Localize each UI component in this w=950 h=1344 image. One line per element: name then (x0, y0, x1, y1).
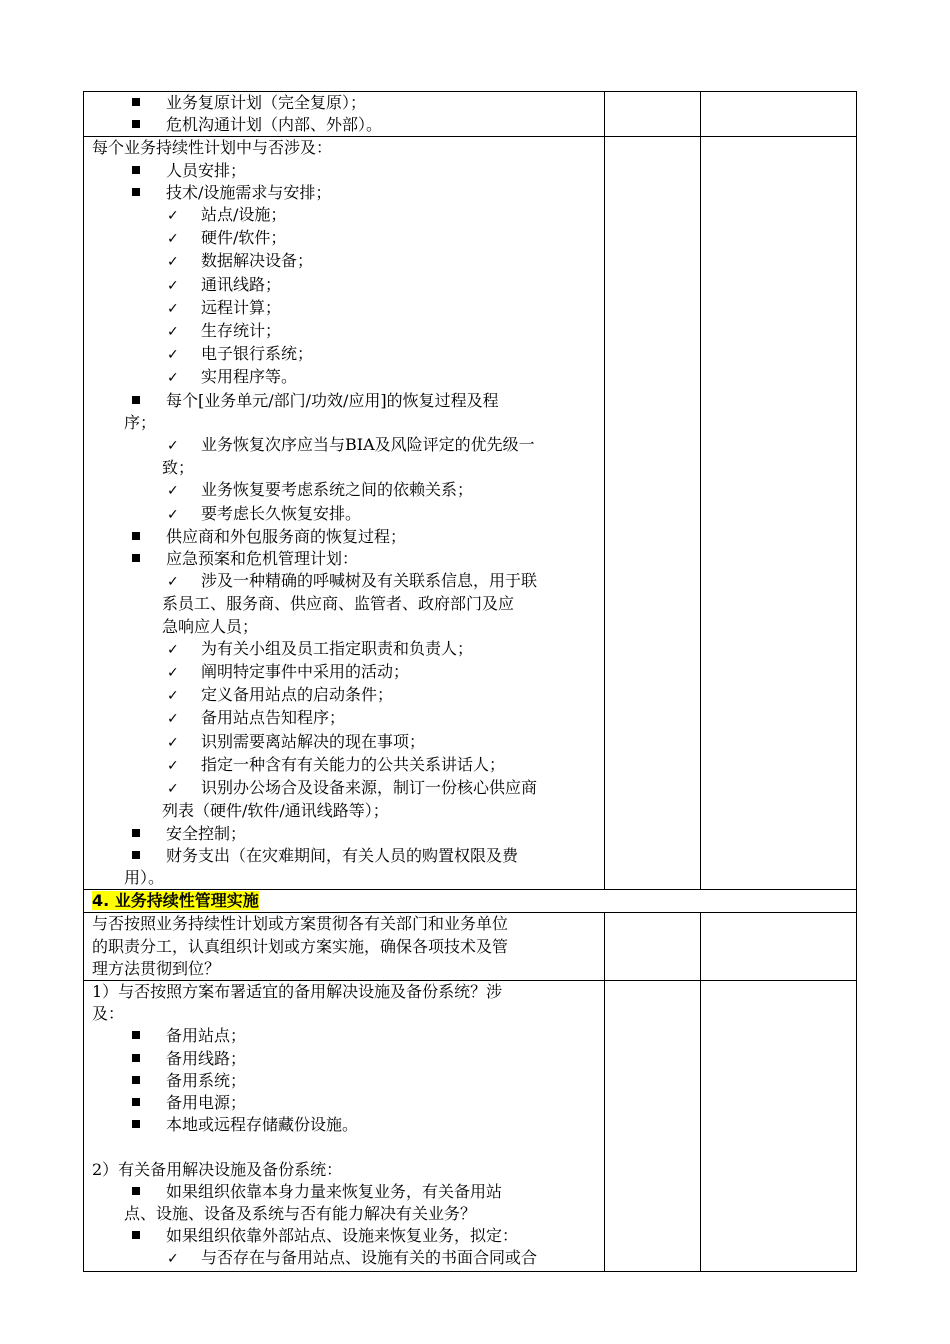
square-bullet-icon (132, 851, 140, 859)
bullet-item-text: 如果组织依靠外部站点、设施来恢复业务，拟定： (166, 1226, 519, 1246)
check-item (92, 343, 604, 366)
bullet-item (92, 1114, 604, 1136)
square-bullet-icon (132, 98, 140, 106)
check-item-text: 涉及一种精确的呼喊树及有关联系信息，用于联 (201, 571, 538, 591)
check-item (92, 204, 604, 227)
check-item (92, 1247, 604, 1270)
bullet-item (92, 114, 604, 136)
checklist-table (83, 91, 857, 1272)
bullet-item-continuation (92, 867, 604, 889)
bullet-item-text: 备用电源； (166, 1092, 247, 1112)
remarks-cell[interactable] (701, 913, 857, 981)
square-bullet-icon (132, 1031, 140, 1039)
check-item-text: 识别需要离站解决的现在事项； (201, 731, 426, 751)
result-cell[interactable] (605, 137, 701, 890)
check-item-text: 要考虑长久恢复安排。 (201, 503, 362, 523)
check-item (92, 479, 604, 502)
paragraph-line (92, 137, 604, 159)
check-item (92, 638, 604, 661)
continuation-text: 急响应人员； (162, 616, 259, 636)
checkmark-icon: ✓ (167, 300, 179, 317)
item-cell (84, 92, 605, 137)
bullet-item (92, 160, 604, 182)
table-row (84, 92, 857, 137)
bullet-item (92, 845, 604, 867)
continuation-text: 序； (124, 412, 157, 432)
result-cell[interactable] (605, 913, 701, 981)
item-cell (84, 137, 605, 890)
section-title: 4. 业务持续性管理实施 (92, 891, 259, 911)
check-item (92, 434, 604, 457)
check-item (92, 503, 604, 526)
check-item (92, 661, 604, 684)
bullet-item-text: 每个[业务单元/部门/功效/应用]的恢复过程及程 (166, 390, 499, 410)
blank-line (92, 1136, 604, 1158)
checkmark-icon: ✓ (167, 208, 179, 225)
square-bullet-icon (132, 1076, 140, 1084)
bullet-item-text: 业务复原计划（完全复原）； (166, 93, 367, 112)
paragraph-text: 1）与否按照方案布署适宜的备用解决设施及备份系统？涉 (92, 981, 503, 1001)
bullet-item-text: 供应商和外包服务商的恢复过程； (166, 526, 407, 546)
square-bullet-icon (132, 396, 140, 404)
checkmark-icon: ✓ (167, 757, 179, 774)
checkmark-icon: ✓ (167, 254, 179, 271)
checkmark-icon: ✓ (167, 506, 179, 523)
check-item (92, 707, 604, 730)
paragraph-line (92, 936, 604, 958)
check-item-continuation (92, 800, 604, 822)
bullet-item-text: 备用站点； (166, 1026, 247, 1046)
check-item-text: 备用站点告知程序； (201, 708, 346, 728)
bullet-item (92, 1092, 604, 1114)
check-item-continuation (92, 457, 604, 479)
paragraph-line (92, 913, 604, 935)
checkmark-icon: ✓ (167, 438, 179, 455)
continuation-text: 列表（硬件/软件/通讯线路等）； (162, 801, 389, 821)
paragraph-line (92, 958, 604, 980)
check-item-continuation (92, 616, 604, 638)
checkmark-icon: ✓ (167, 347, 179, 364)
result-cell[interactable] (605, 92, 701, 137)
bullet-item-text: 应急预案和危机管理计划： (166, 549, 359, 569)
square-bullet-icon (132, 188, 140, 196)
check-item-text: 定义备用站点的启动条件； (201, 685, 394, 705)
check-item (92, 274, 604, 297)
section-header-cell (84, 890, 857, 913)
continuation-text: 致； (162, 458, 195, 478)
bullet-item (92, 1048, 604, 1070)
paragraph-text: 及： (92, 1004, 125, 1024)
check-item (92, 570, 604, 593)
check-item (92, 777, 604, 800)
check-item (92, 684, 604, 707)
check-item-text: 远程计算； (201, 297, 282, 317)
bullet-item (92, 548, 604, 570)
checkmark-icon: ✓ (167, 1251, 179, 1268)
checklist-table-container (83, 91, 853, 1272)
checkmark-icon: ✓ (167, 277, 179, 294)
paragraph-text: 与否按照业务持续性计划或方案贯彻各有关部门和业务单位 (92, 914, 509, 934)
square-bullet-icon (132, 532, 140, 540)
bullet-item-text: 备用线路； (166, 1048, 247, 1068)
check-item (92, 754, 604, 777)
checkmark-icon: ✓ (167, 483, 179, 500)
square-bullet-icon (132, 166, 140, 174)
table-row (84, 913, 857, 981)
bullet-item (92, 1225, 604, 1247)
continuation-text: 系员工、服务商、供应商、监管者、政府部门及应 (162, 594, 515, 614)
bullet-item-text: 危机沟通计划（内部、外部）。 (166, 115, 383, 135)
square-bullet-icon (132, 829, 140, 837)
square-bullet-icon (132, 554, 140, 562)
checkmark-icon: ✓ (167, 711, 179, 728)
bullet-item-continuation (92, 412, 604, 434)
checkmark-icon: ✓ (167, 665, 179, 682)
checkmark-icon: ✓ (167, 688, 179, 705)
bullet-item (92, 1025, 604, 1047)
check-item-text: 业务恢复要考虑系统之间的依赖关系； (201, 480, 474, 500)
bullet-item-text: 备用系统； (166, 1070, 247, 1090)
remarks-cell[interactable] (701, 137, 857, 890)
square-bullet-icon (132, 1231, 140, 1239)
paragraph-text: 理方法贯彻到位？ (92, 958, 221, 978)
bullet-item-continuation (92, 1203, 604, 1225)
checkmark-icon: ✓ (167, 574, 179, 591)
check-item-text: 生存统计； (201, 321, 282, 341)
bullet-item-text: 人员安排； (166, 160, 247, 180)
bullet-item (92, 92, 604, 114)
bullet-item (92, 1070, 604, 1092)
paragraph-text: 2）有关备用解决设施及备份系统： (92, 1159, 343, 1179)
bullet-item-text: 本地或远程存储藏份设施。 (166, 1115, 359, 1135)
remarks-cell[interactable] (701, 92, 857, 137)
result-cell[interactable] (605, 980, 701, 1271)
check-item-text: 数据解决设备； (201, 251, 314, 271)
checkmark-icon: ✓ (167, 324, 179, 341)
continuation-text: 用）。 (124, 867, 165, 887)
paragraph-text: 每个业务持续性计划中与否涉及： (92, 138, 333, 158)
square-bullet-icon (132, 120, 140, 128)
check-item-text: 站点/设施； (201, 205, 287, 225)
check-item (92, 320, 604, 343)
paragraph-line (92, 981, 604, 1003)
paragraph-text: 的职责分工，认真组织计划或方案实施，确保各项技术及管 (92, 936, 509, 956)
check-item (92, 297, 604, 320)
square-bullet-icon (132, 1098, 140, 1106)
checkmark-icon: ✓ (167, 231, 179, 248)
remarks-cell[interactable] (701, 980, 857, 1271)
check-item-text: 与否存在与备用站点、设施有关的书面合同或合 (201, 1248, 538, 1268)
checkmark-icon: ✓ (167, 781, 179, 798)
square-bullet-icon (132, 1120, 140, 1128)
check-item (92, 227, 604, 250)
section-header-row (84, 890, 857, 913)
paragraph-line (92, 1003, 604, 1025)
check-item (92, 731, 604, 754)
table-row (84, 137, 857, 890)
check-item-text: 阐明特定事件中采用的活动； (201, 662, 410, 682)
checkmark-icon: ✓ (167, 641, 179, 658)
bullet-item (92, 823, 604, 845)
bullet-item-text: 如果组织依靠本身力量来恢复业务，有关备用站 (166, 1181, 503, 1201)
bullet-item-text: 安全控制； (166, 823, 247, 843)
bullet-item-text: 技术/设施需求与安排； (166, 182, 332, 202)
paragraph-line (92, 1159, 604, 1181)
check-item-text: 电子银行系统； (201, 344, 314, 364)
checkmark-icon: ✓ (167, 734, 179, 751)
checkmark-icon: ✓ (167, 370, 179, 387)
check-item-text: 为有关小组及员工指定职责和负责人； (201, 638, 474, 658)
check-item-text: 通讯线路； (201, 274, 282, 294)
bullet-item (92, 1181, 604, 1203)
check-item-continuation (92, 593, 604, 615)
item-cell (84, 913, 605, 981)
continuation-text: 点、设施、设备及系统与否有能力解决有关业务？ (124, 1203, 477, 1223)
check-item-text: 识别办公场合及设备来源，制订一份核心供应商 (201, 778, 538, 798)
bullet-item (92, 182, 604, 204)
check-item-text: 业务恢复次序应当与BIA及风险评定的优先级一 (201, 435, 535, 455)
check-item (92, 250, 604, 273)
table-row (84, 980, 857, 1271)
bullet-item-text: 财务支出（在灾难期间，有关人员的购置权限及费 (166, 845, 519, 865)
check-item-text: 指定一种含有有关能力的公共关系讲话人； (201, 754, 506, 774)
check-item-text: 硬件/软件； (201, 228, 287, 248)
bullet-item (92, 526, 604, 548)
square-bullet-icon (132, 1054, 140, 1062)
bullet-item (92, 390, 604, 412)
item-cell (84, 980, 605, 1271)
check-item-text: 实用程序等。 (201, 367, 298, 387)
square-bullet-icon (132, 1187, 140, 1195)
check-item (92, 366, 604, 389)
